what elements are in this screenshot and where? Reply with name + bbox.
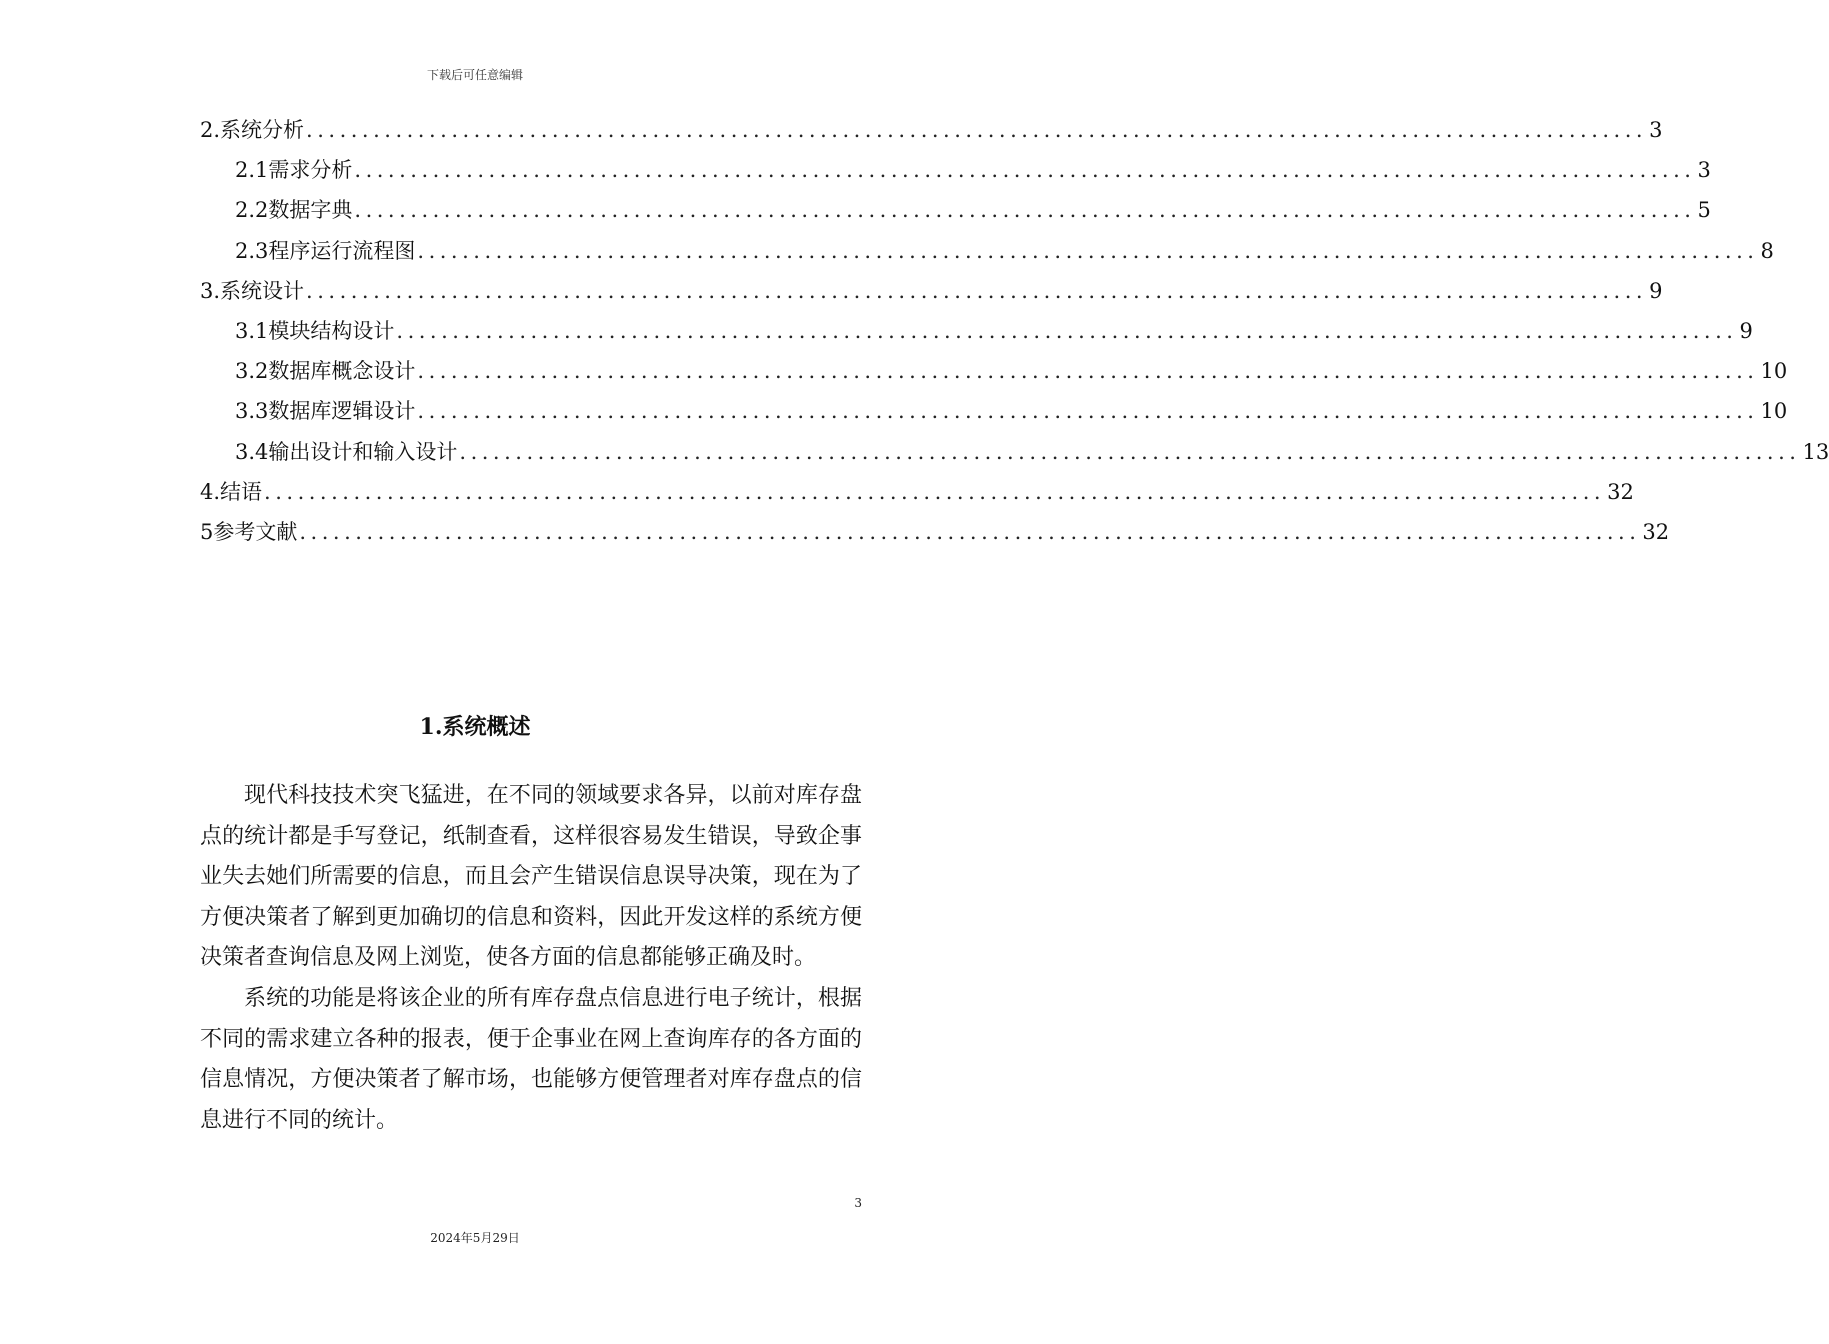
toc-entry-page: 3 [1649,118,1663,142]
toc-leader-dots: ........................................................................................................................ [306,278,1648,303]
toc-leader-dots: ........................................................................................................................ [354,158,1696,183]
toc-entry[interactable] [200,516,1670,556]
toc-entry-page: 8 [1760,238,1774,263]
toc-leader-dots: ........................................................................................................................ [459,439,1801,464]
toc-entry-label: 4.结语 [200,479,263,504]
page-number: 3 [854,1196,862,1210]
toc-leader-dots: ........................................................................................................................ [306,118,1648,142]
toc-entry-label: 3.系统设计 [200,278,305,303]
section-body [200,776,862,1141]
body-paragraph: 系统的功能是将该企业的所有库存盘点信息进行电子统计，根据不同的需求建立各种的报表，便于企事业在网上查询库存的各方面的信息情况，方便决策者了解市场，也能够方便管理者对库存盘点的信息进行不同的统计。 [200,985,862,1133]
toc-entry-page: 5 [1697,198,1711,223]
toc-entry[interactable] [200,114,1663,154]
toc-entry-page: 9 [1649,278,1663,303]
toc-leader-dots: ........................................................................................................................ [417,399,1759,424]
toc-entry-label: 3.1模块结构设计 [235,318,395,343]
toc-entry-label: 2.系统分析 [200,118,305,142]
toc-entry[interactable] [200,395,1788,435]
toc-leader-dots: ........................................................................................................................ [396,318,1738,343]
toc-entry-label: 5参考文献 [200,519,298,544]
toc-entry[interactable] [200,315,1753,355]
table-of-contents [200,114,1829,556]
footer-date: 2024年5月29日 [430,1231,520,1245]
toc-entry-page: 10 [1760,399,1788,424]
section-title: 1.系统概述 [419,714,531,740]
page-header: 下载后可任意编辑 [426,68,523,82]
toc-entry-page: 10 [1760,359,1788,384]
toc-entry[interactable] [200,476,1634,516]
toc-entry[interactable] [200,194,1711,234]
toc-leader-dots: ........................................................................................................................ [299,519,1641,544]
toc-entry[interactable] [200,275,1663,315]
toc-entry-label: 3.4输出设计和输入设计 [235,439,458,464]
toc-entry-label: 3.2数据库概念设计 [235,359,416,384]
toc-leader-dots: ........................................................................................................................ [264,479,1606,504]
toc-entry-label: 2.3程序运行流程图 [235,238,416,263]
toc-entry-page: 13 [1802,439,1829,464]
toc-leader-dots: ........................................................................................................................ [417,238,1759,263]
toc-leader-dots: ........................................................................................................................ [417,359,1759,384]
toc-entry-label: 2.2数据字典 [235,198,353,223]
toc-entry[interactable] [200,436,1829,476]
toc-entry[interactable] [200,235,1774,275]
toc-entry-page: 9 [1739,318,1753,343]
toc-entry[interactable] [200,154,1711,194]
body-paragraph: 现代科技技术突飞猛进，在不同的领域要求各异，以前对库存盘点的统计都是手写登记，纸制查看，这样很容易发生错误，导致企事业失去她们所需要的信息，而且会产生错误信息误导决策，现在为了方便决策者了解到更加确切的信息和资料，因此开发这样的系统方便决策者查询信息及网上浏览，使各方面的信息都能够正确及时。 [200,783,862,971]
toc-leader-dots: ........................................................................................................................ [354,198,1696,223]
toc-entry-label: 3.3数据库逻辑设计 [235,399,416,424]
toc-entry[interactable] [200,355,1788,395]
toc-entry-page: 32 [1607,479,1634,504]
toc-entry-page: 32 [1642,519,1670,544]
toc-entry-page: 3 [1697,158,1711,183]
toc-entry-label: 2.1需求分析 [235,158,353,183]
